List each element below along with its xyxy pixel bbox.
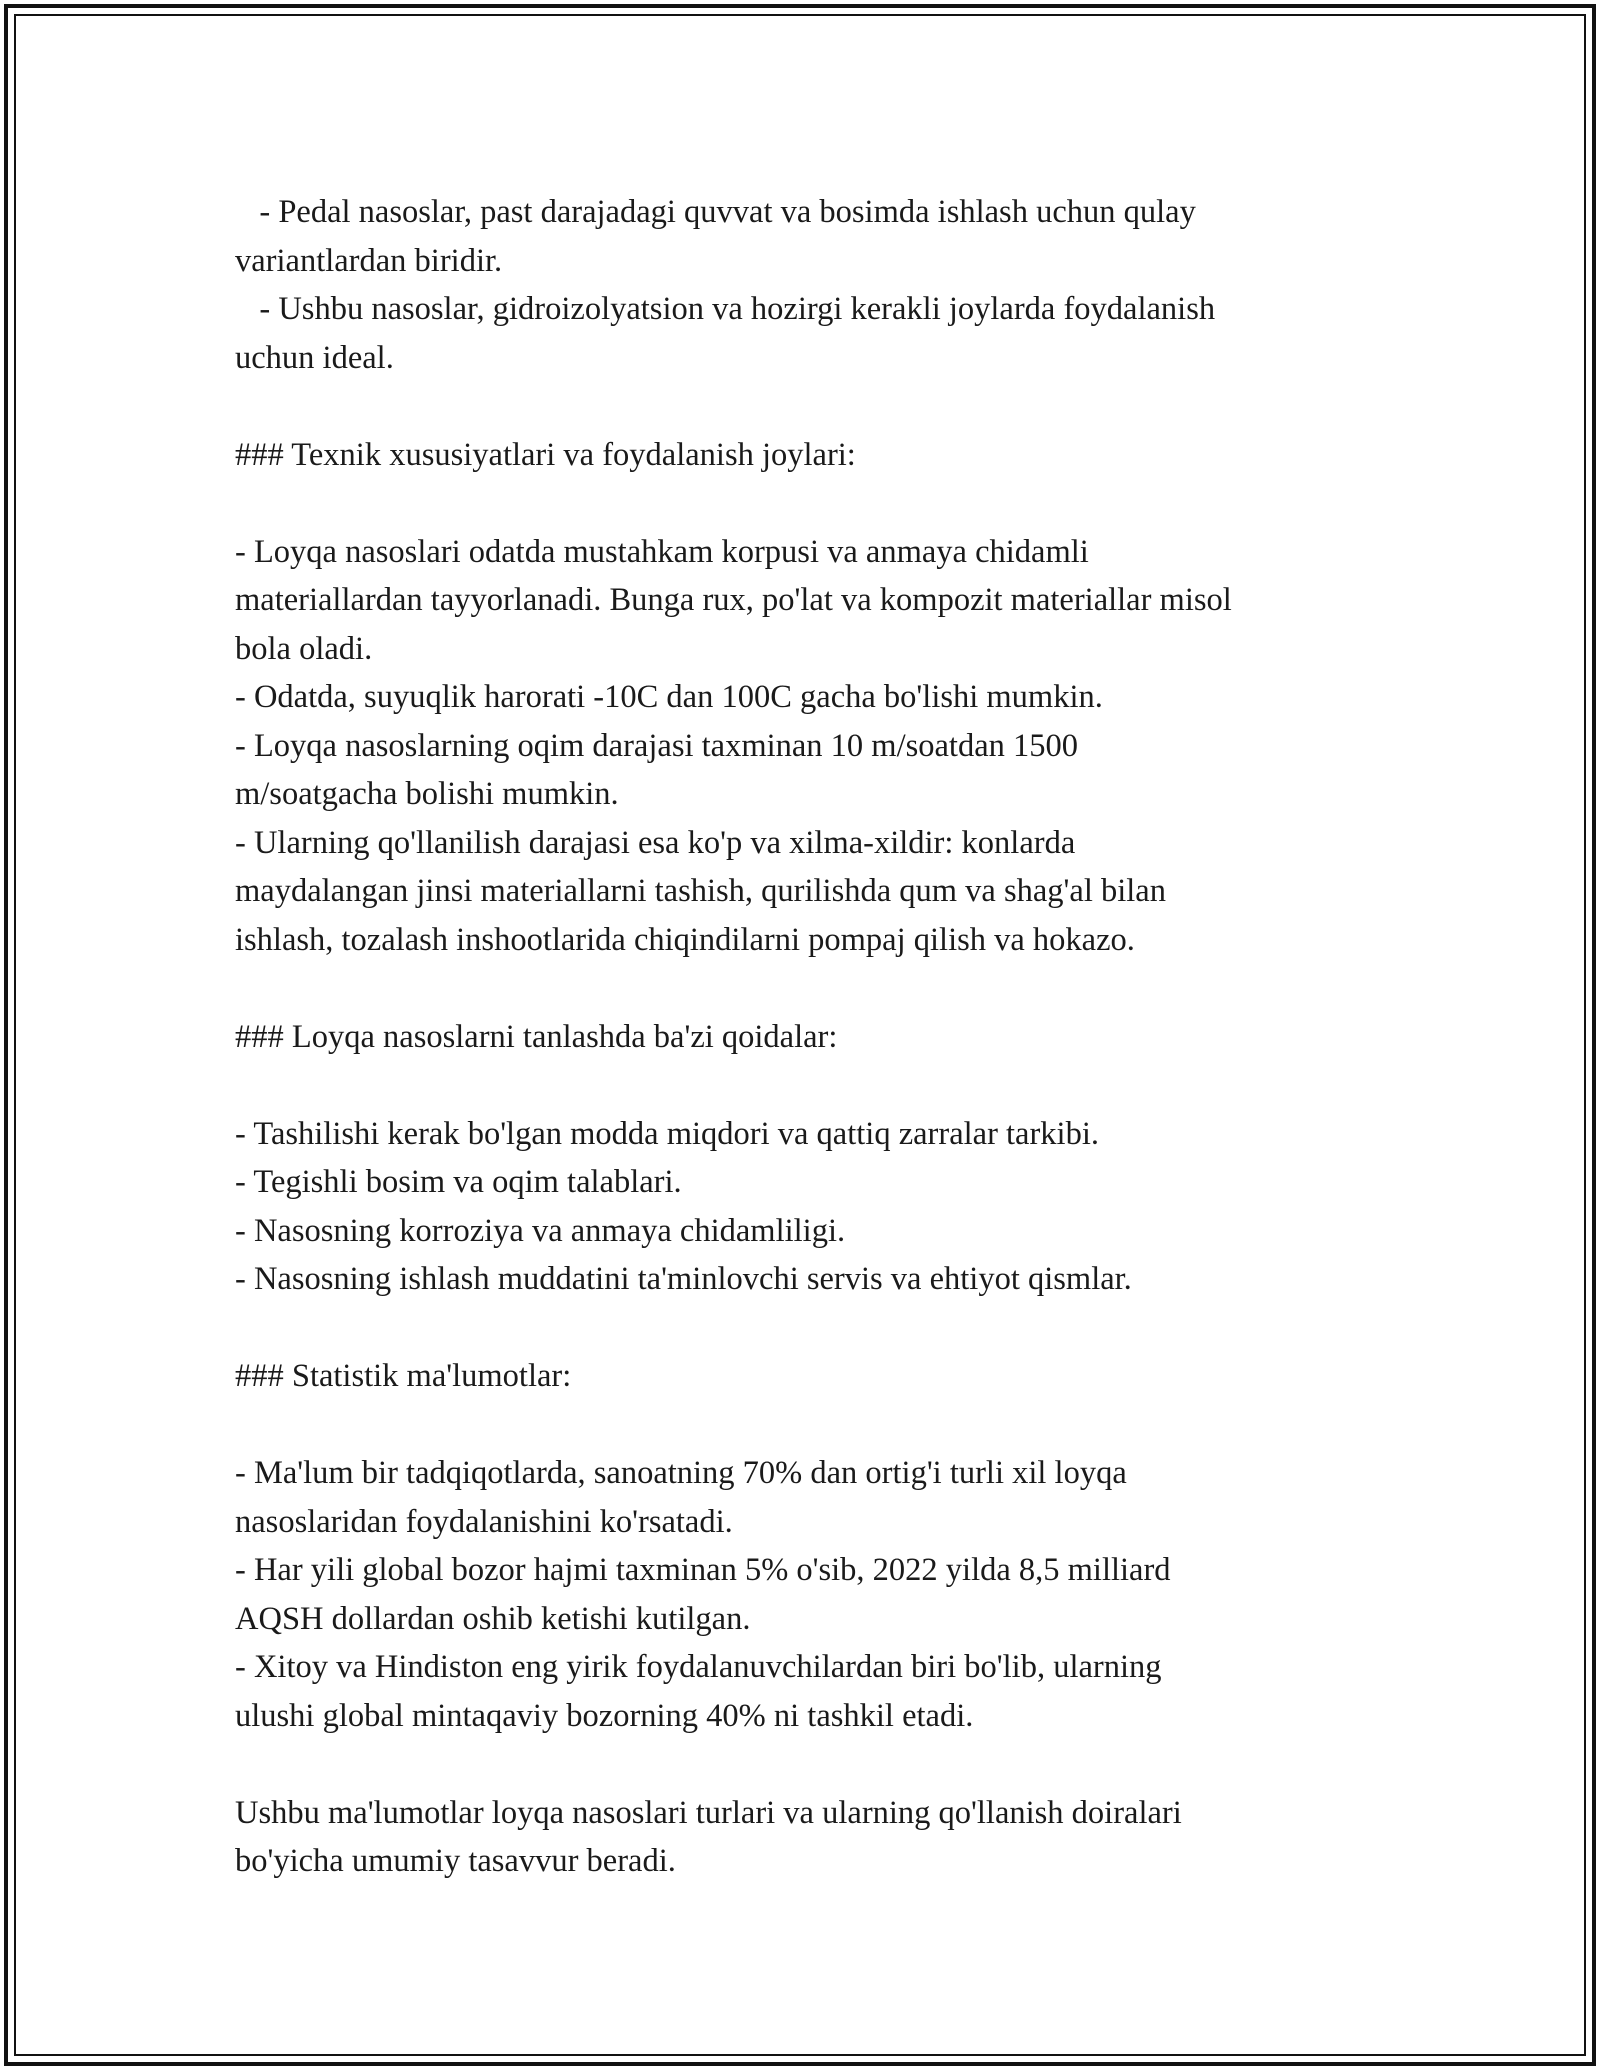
text-line: nasoslaridan foydalanishini ko'rsatadi. [235,1503,733,1540]
blank-line [235,1401,1375,1450]
text-line: AQSH dollardan oshib ketishi kutilgan. [235,1600,751,1637]
text-line: - Pedal nasoslar, past darajadagi quvvat va bosimda ishlash uchun qulay [235,194,1196,230]
text-line: bo'yicha umumiy tasavvur beradi. [235,1843,676,1879]
text-line: - Ma'lum bir tadqiqotlarda, sanoatning 70% dan ortig'i turli xil loyqa [235,1455,1127,1491]
text-line: - Xitoy va Hindiston eng yirik foydalanuvchilardan biri bo'lib, ularning [235,1649,1162,1685]
text-line: - Nasosning korroziya va anmaya chidamliligi. [235,1212,846,1249]
text-line: - Har yili global bozor hajmi taxminan 5% o'sib, 2022 yilda 8,5 milliard [235,1552,1171,1588]
text-line: maydalangan jinsi materiallarni tashish, qurilishda qum va shag'al bilan [235,873,1166,909]
text-line: materiallardan tayyorlanadi. Bunga rux, po'lat va kompozit materiallar misol [235,582,1232,618]
text-line: - Ularning qo'llanilish darajasi esa ko'p va xilma-xildir: konlarda [235,824,1076,861]
text-line: - Nasosning ishlash muddatini ta'minlovchi servis va ehtiyot qismlar. [235,1261,1132,1297]
text-line: - Loyqa nasoslari odatda mustahkam korpusi va anmaya chidamli [235,533,1089,570]
text-line: m/soatgacha bolishi mumkin. [235,776,619,812]
blank-line [235,382,1375,431]
text-line: Ushbu ma'lumotlar loyqa nasoslari turlari va ularning qo'llanish doiralari [235,1794,1182,1831]
blank-line [235,479,1375,528]
text-line: - Odatda, suyuqlik harorati -10C dan 100C gacha bo'lishi mumkin. [235,679,1103,715]
text-line: ulushi global mintaqaviy bozorning 40% ni tashkil etadi. [235,1697,974,1734]
section-heading: ### Loyqa nasoslarni tanlashda ba'zi qoidalar: [235,1018,838,1055]
blank-line [235,1061,1375,1110]
text-line: - Ushbu nasoslar, gidroizolyatsion va hozirgi kerakli joylarda foydalanish [235,291,1216,327]
text-line: ishlash, tozalash inshootlarida chiqindilarni pompaj qilish va hokazo. [235,921,1135,958]
text-line: - Loyqa nasoslarning oqim darajasi taxminan 10 m/soatdan 1500 [235,727,1079,764]
section-heading: ### Statistik ma'lumotlar: [235,1358,572,1394]
text-line: variantlardan biridir. [235,242,503,279]
blank-line [235,964,1375,1013]
blank-line [235,1740,1375,1789]
document-body [235,188,1375,1886]
text-line: - Tashilishi kerak bo'lgan modda miqdori va qattiq zarralar tarkibi. [235,1115,1099,1152]
blank-line [235,1304,1375,1353]
text-line: bola oladi. [235,630,373,667]
section-heading: ### Texnik xususiyatlari va foydalanish joylari: [235,436,856,473]
text-line: uchun ideal. [235,339,394,376]
text-line: - Tegishli bosim va oqim talablari. [235,1164,682,1200]
